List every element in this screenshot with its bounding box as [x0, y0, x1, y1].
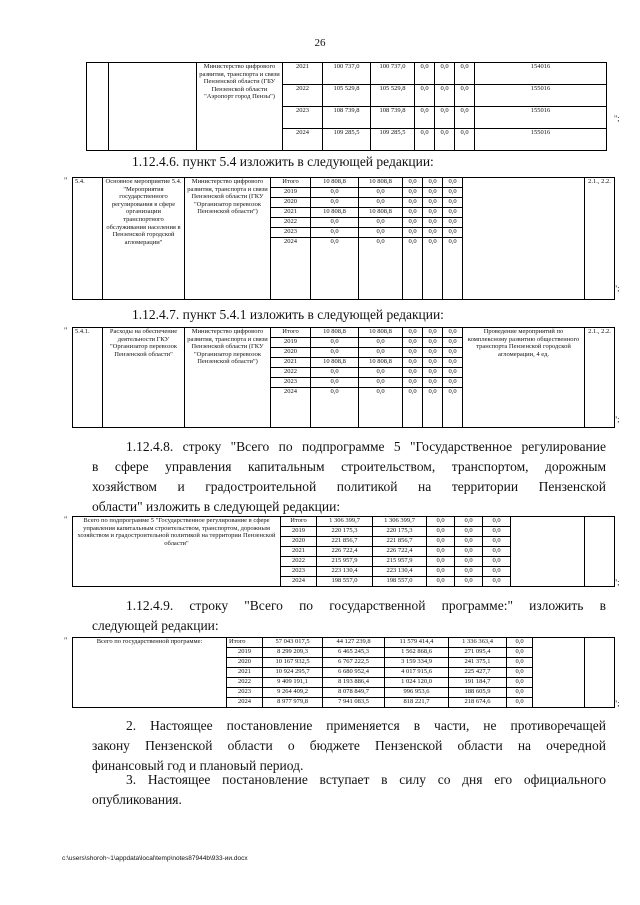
value-cell: 0,0	[403, 208, 423, 218]
value-cell: 0,0	[423, 358, 443, 368]
value-cell: 0,0	[403, 348, 423, 358]
value-cell: 0,0	[423, 348, 443, 358]
year-cell: 2021	[271, 358, 311, 368]
value-cell: 0,0	[455, 129, 475, 151]
regional-cell: 996 953,6	[385, 688, 449, 698]
year-cell: 2024	[271, 388, 311, 428]
value-cell: 0,0	[427, 557, 455, 567]
value-cell: 0,0	[483, 527, 511, 537]
value-cell: 0,0	[455, 527, 483, 537]
regional-cell: 100 737,0	[371, 63, 415, 85]
value-cell: 0,0	[423, 328, 443, 338]
value-cell: 0,0	[403, 218, 423, 228]
local-cell: 218 674,6	[449, 698, 507, 708]
regional-cell: 10 808,8	[359, 358, 403, 368]
heading-1-12-4-7: 1.12.4.7. пункт 5.4.1 изложить в следующей редакции:	[132, 307, 444, 322]
value-cell: 0,0	[423, 178, 443, 188]
regional-cell: 220 175,3	[373, 527, 427, 537]
value-cell: 0,0	[423, 218, 443, 228]
year-cell: 2022	[283, 85, 323, 107]
responsible-org: Министерство цифрового развития, транспорта и связи Пензенской области (ГКУ "Организатор перевозок Пензенской области")	[185, 328, 271, 428]
regional-cell: 4 017 915,6	[385, 668, 449, 678]
value-cell: 0,0	[427, 517, 455, 527]
value-cell: 0,0	[403, 338, 423, 348]
value-cell: 0,0	[403, 388, 423, 428]
year-cell: 2020	[281, 537, 317, 547]
total-cell: 8 977 979,8	[263, 698, 323, 708]
quote-close: ";	[614, 415, 620, 424]
total-cell: 0,0	[311, 218, 359, 228]
value-cell: 0,0	[443, 378, 463, 388]
value-cell: 0,0	[427, 547, 455, 557]
paragraph-2	[92, 716, 606, 776]
local-cell: 188 605,9	[449, 688, 507, 698]
quote-open: "	[64, 326, 68, 335]
other-cell: 0,0	[507, 658, 533, 668]
regional-cell: 108 739,8	[371, 107, 415, 129]
paragraph-line: 1.12.4.8. строку "Всего по подпрограмме 5 "Государственное регулирование	[126, 439, 606, 454]
quote-close: ";	[614, 578, 620, 587]
total-cell: 100 737,0	[323, 63, 371, 85]
federal-cell: 7 941 083,5	[323, 698, 385, 708]
regional-cell: 221 856,7	[373, 537, 427, 547]
value-cell: 0,0	[443, 348, 463, 358]
value-cell: 0,0	[427, 567, 455, 577]
regional-cell: 0,0	[359, 348, 403, 358]
value-cell: 0,0	[483, 537, 511, 547]
value-cell: 0,0	[403, 328, 423, 338]
year-cell: 2021	[271, 208, 311, 218]
value-cell: 0,0	[483, 517, 511, 527]
regional-cell: 1 306 399,7	[373, 517, 427, 527]
value-cell: 0,0	[423, 388, 443, 428]
footer-file-path: c:\users\shoroh~1\appdata\local\temp\notes87944b\933-ии.docx	[62, 855, 248, 862]
year-cell: 2020	[271, 198, 311, 208]
federal-cell: 6 680 952,4	[323, 668, 385, 678]
local-cell: 1 336 363,4	[449, 638, 507, 648]
year-cell: Итого	[227, 638, 263, 648]
year-cell: 2022	[271, 368, 311, 378]
value-cell: 0,0	[415, 85, 435, 107]
indicator-cell: 155016	[475, 85, 607, 107]
regional-cell: 1 024 120,0	[385, 678, 449, 688]
value-cell: 0,0	[483, 567, 511, 577]
total-cell: 0,0	[311, 228, 359, 238]
value-cell: 0,0	[423, 188, 443, 198]
regional-cell: 10 808,8	[359, 178, 403, 188]
responsible-org: Министерство цифрового развития, транспорта и связи Пензенской области (ГБУ Пензенской области "Аэропорт город Пензы")	[197, 63, 283, 151]
value-cell: 0,0	[443, 338, 463, 348]
quote-close: ";	[614, 114, 620, 123]
total-cell: 215 957,9	[317, 557, 373, 567]
value-cell: 0,0	[423, 198, 443, 208]
total-cell: 9 409 191,1	[263, 678, 323, 688]
regional-cell: 0,0	[359, 368, 403, 378]
year-cell: 2019	[281, 527, 317, 537]
value-cell: 0,0	[403, 368, 423, 378]
value-cell: 0,0	[455, 577, 483, 587]
year-cell: 2021	[227, 668, 263, 678]
regional-cell: 0,0	[359, 218, 403, 228]
value-cell: 0,0	[443, 188, 463, 198]
total-cell: 0,0	[311, 238, 359, 300]
regional-cell: 223 130,4	[373, 567, 427, 577]
indicator-cell: 155016	[475, 107, 607, 129]
table-subprogram-5-total	[72, 516, 615, 587]
year-cell: 2023	[227, 688, 263, 698]
regional-cell: 0,0	[359, 188, 403, 198]
value-cell: 0,0	[435, 107, 455, 129]
total-cell: 108 739,8	[323, 107, 371, 129]
value-cell: 0,0	[423, 228, 443, 238]
paragraph-line: области" изложить в следующей редакции:	[92, 499, 341, 514]
paragraph-line: опубликования.	[92, 792, 182, 807]
other-cell: 0,0	[507, 638, 533, 648]
item-number: 5.4.1.	[73, 328, 103, 428]
paragraph-line: следующей редакции:	[92, 618, 219, 633]
empty-cell	[585, 517, 615, 587]
value-cell: 0,0	[443, 328, 463, 338]
year-cell: 2023	[271, 378, 311, 388]
paragraph-1-12-4-9	[92, 596, 606, 636]
indicator-cell: 155016	[475, 129, 607, 151]
federal-cell: 6 767 222,5	[323, 658, 385, 668]
federal-cell: 8 193 886,4	[323, 678, 385, 688]
total-cell: 0,0	[311, 348, 359, 358]
local-cell: 225 427,7	[449, 668, 507, 678]
task-link: 2.1., 2.2.	[585, 178, 615, 300]
year-cell: 2020	[271, 348, 311, 358]
total-cell: 221 856,7	[317, 537, 373, 547]
value-cell: 0,0	[403, 228, 423, 238]
total-cell: 0,0	[311, 378, 359, 388]
local-cell: 191 184,7	[449, 678, 507, 688]
year-cell: 2019	[271, 188, 311, 198]
program-label: Всего по государственной программе:	[73, 638, 227, 708]
regional-cell: 198 557,0	[373, 577, 427, 587]
value-cell: 0,0	[415, 129, 435, 151]
total-cell: 198 557,0	[317, 577, 373, 587]
empty-cell	[511, 517, 585, 587]
paragraph-line: 2. Настоящее постановление применяется в части, не противоречащей	[126, 718, 606, 733]
value-cell: 0,0	[455, 517, 483, 527]
value-cell: 0,0	[403, 188, 423, 198]
year-cell: 2023	[283, 107, 323, 129]
total-cell: 9 264 409,2	[263, 688, 323, 698]
paragraph-line: 3. Настоящее постановление вступает в силу со дня его официального	[126, 772, 606, 787]
paragraph-line: хозяйством и градостроительной политикой на территории Пензенской	[92, 479, 606, 494]
regional-cell: 3 159 334,9	[385, 658, 449, 668]
total-cell: 8 299 209,3	[263, 648, 323, 658]
total-cell: 226 722,4	[317, 547, 373, 557]
value-cell: 0,0	[443, 368, 463, 378]
other-cell: 0,0	[507, 688, 533, 698]
value-cell: 0,0	[443, 208, 463, 218]
value-cell: 0,0	[423, 208, 443, 218]
heading-1-12-4-6: 1.12.4.6. пункт 5.4 изложить в следующей редакции:	[132, 154, 434, 169]
total-cell: 57 043 017,5	[263, 638, 323, 648]
quote-open: "	[64, 176, 68, 185]
value-cell: 0,0	[403, 178, 423, 188]
value-cell: 0,0	[455, 567, 483, 577]
value-cell: 0,0	[455, 557, 483, 567]
empty-cell	[87, 63, 109, 151]
total-cell: 10 808,8	[311, 358, 359, 368]
paragraph-line: в сфере управления капитальным строительством, транспортом, дорожным	[92, 459, 606, 474]
federal-cell: 8 078 849,7	[323, 688, 385, 698]
quote-close: ";	[614, 284, 620, 293]
value-cell: 0,0	[443, 388, 463, 428]
year-cell: 2024	[271, 238, 311, 300]
other-cell: 0,0	[507, 678, 533, 688]
value-cell: 0,0	[403, 198, 423, 208]
subprogram-label: Всего по подпрограмме 5 "Государственное регулирование в сфере управления капитальным строительством, транспортом, дорожным хозяйством и градостроительной политикой на территории Пензенской области"	[73, 517, 281, 587]
federal-cell: 6 465 245,3	[323, 648, 385, 658]
other-cell: 0,0	[507, 698, 533, 708]
paragraph-3	[92, 770, 606, 810]
quote-open: "	[64, 515, 68, 524]
paragraph-1-12-4-8	[92, 437, 606, 517]
total-cell: 0,0	[311, 188, 359, 198]
regional-cell: 11 579 414,4	[385, 638, 449, 648]
other-cell: 0,0	[507, 648, 533, 658]
total-cell: 109 285,5	[323, 129, 371, 151]
value-cell: 0,0	[443, 198, 463, 208]
regional-cell: 0,0	[359, 228, 403, 238]
regional-cell: 0,0	[359, 388, 403, 428]
year-cell: 2023	[281, 567, 317, 577]
total-cell: 10 808,8	[311, 178, 359, 188]
regional-cell: 10 808,8	[359, 208, 403, 218]
value-cell: 0,0	[415, 107, 435, 129]
empty-cell	[533, 638, 585, 708]
table-item-5-4-1	[72, 327, 615, 428]
empty-cell	[585, 638, 615, 708]
value-cell: 0,0	[427, 577, 455, 587]
value-cell: 0,0	[423, 378, 443, 388]
total-cell: 10 808,8	[311, 208, 359, 218]
value-cell: 0,0	[423, 238, 443, 300]
value-cell: 0,0	[435, 85, 455, 107]
value-cell: 0,0	[427, 527, 455, 537]
empty-cell	[109, 63, 197, 151]
value-cell: 0,0	[455, 63, 475, 85]
table-continuation	[86, 62, 607, 151]
table-item-5-4	[72, 177, 615, 300]
year-cell: Итого	[271, 328, 311, 338]
value-cell: 0,0	[403, 358, 423, 368]
value-cell: 0,0	[483, 577, 511, 587]
total-cell: 223 130,4	[317, 567, 373, 577]
paragraph-line: 1.12.4.9. строку "Всего по государственной программе:" изложить в	[126, 598, 606, 613]
indicator-cell: Проведение мероприятий по комплексному развитию общественного транспорта Пензенской городской агломерации, 4 ед.	[463, 328, 585, 428]
quote-close: ";	[614, 699, 620, 708]
empty-cell	[463, 178, 585, 300]
value-cell: 0,0	[443, 178, 463, 188]
paragraph-line: закону Пензенской области о бюджете Пензенской области на очередной	[92, 738, 606, 753]
year-cell: 2024	[281, 577, 317, 587]
value-cell: 0,0	[483, 557, 511, 567]
value-cell: 0,0	[455, 547, 483, 557]
value-cell: 0,0	[483, 547, 511, 557]
year-cell: 2024	[227, 698, 263, 708]
value-cell: 0,0	[423, 368, 443, 378]
year-cell: 2019	[227, 648, 263, 658]
regional-cell: 0,0	[359, 338, 403, 348]
value-cell: 0,0	[435, 63, 455, 85]
item-number: 5.4.	[73, 178, 103, 300]
year-cell: Итого	[271, 178, 311, 188]
regional-cell: 0,0	[359, 238, 403, 300]
value-cell: 0,0	[443, 218, 463, 228]
regional-cell: 215 957,9	[373, 557, 427, 567]
regional-cell: 109 285,5	[371, 129, 415, 151]
year-cell: 2020	[227, 658, 263, 668]
value-cell: 0,0	[443, 238, 463, 300]
task-link: 2.1., 2.2.	[585, 328, 615, 428]
total-cell: 0,0	[311, 388, 359, 428]
other-cell: 0,0	[507, 668, 533, 678]
year-cell: 2019	[271, 338, 311, 348]
federal-cell: 44 127 239,8	[323, 638, 385, 648]
value-cell: 0,0	[455, 107, 475, 129]
value-cell: 0,0	[403, 238, 423, 300]
total-cell: 10 924 295,7	[263, 668, 323, 678]
value-cell: 0,0	[435, 129, 455, 151]
year-cell: 2021	[281, 547, 317, 557]
value-cell: 0,0	[427, 537, 455, 547]
value-cell: 0,0	[443, 228, 463, 238]
year-cell: 2024	[283, 129, 323, 151]
year-cell: 2023	[271, 228, 311, 238]
regional-cell: 226 722,4	[373, 547, 427, 557]
responsible-org: Министерство цифрового развития, транспорта и связи Пензенской области (ГКУ "Организатор перевозок Пензенской области")	[185, 178, 271, 300]
table-program-total	[72, 637, 615, 708]
total-cell: 0,0	[311, 198, 359, 208]
value-cell: 0,0	[415, 63, 435, 85]
total-cell: 0,0	[311, 338, 359, 348]
measure-name: Основное мероприятие 5.4. "Мероприятия государственного регулирования в сфере организации транспортного обслуживания населения в Пензенской городской агломерации"	[103, 178, 185, 300]
total-cell: 0,0	[311, 368, 359, 378]
year-cell: 2022	[271, 218, 311, 228]
regional-cell: 818 221,7	[385, 698, 449, 708]
year-cell: Итого	[281, 517, 317, 527]
value-cell: 0,0	[455, 85, 475, 107]
page-number: 26	[314, 37, 326, 49]
local-cell: 271 095,4	[449, 648, 507, 658]
regional-cell: 10 808,8	[359, 328, 403, 338]
indicator-cell: 154016	[475, 63, 607, 85]
regional-cell: 0,0	[359, 378, 403, 388]
value-cell: 0,0	[455, 537, 483, 547]
measure-name: Расходы на обеспечение деятельности ГКУ "Организатор перевозок Пензенской области"	[103, 328, 185, 428]
total-cell: 220 175,3	[317, 527, 373, 537]
local-cell: 241 375,1	[449, 658, 507, 668]
total-cell: 10 808,8	[311, 328, 359, 338]
total-cell: 1 306 399,7	[317, 517, 373, 527]
regional-cell: 105 529,8	[371, 85, 415, 107]
year-cell: 2022	[227, 678, 263, 688]
value-cell: 0,0	[423, 338, 443, 348]
value-cell: 0,0	[403, 378, 423, 388]
quote-open: "	[64, 636, 68, 645]
regional-cell: 0,0	[359, 198, 403, 208]
total-cell: 105 529,8	[323, 85, 371, 107]
year-cell: 2021	[283, 63, 323, 85]
year-cell: 2022	[281, 557, 317, 567]
regional-cell: 1 562 868,6	[385, 648, 449, 658]
value-cell: 0,0	[443, 358, 463, 368]
paragraph-line: финансовый год и плановый период.	[92, 758, 304, 773]
total-cell: 10 167 932,5	[263, 658, 323, 668]
